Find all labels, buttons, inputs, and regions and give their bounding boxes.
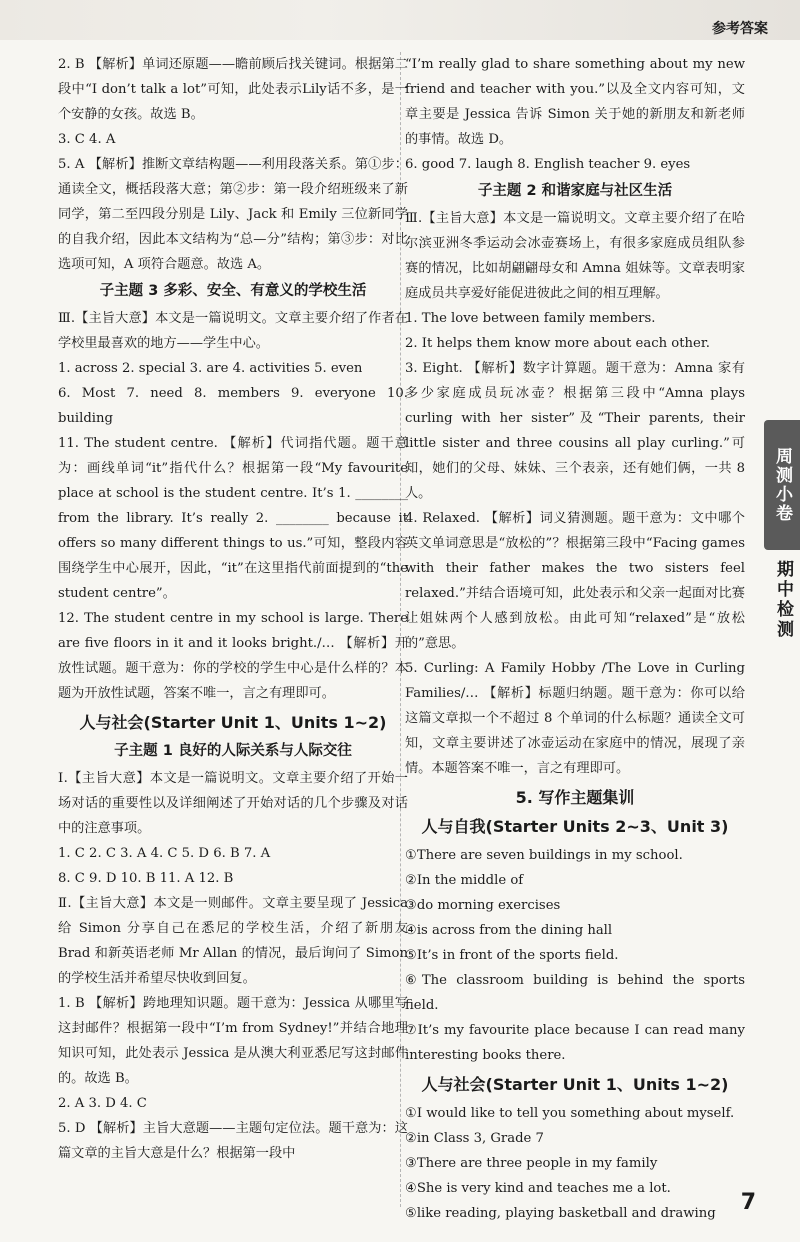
- side-tab[interactable]: 周测小卷: [764, 420, 800, 550]
- page-number: 7: [740, 1190, 756, 1215]
- answer-paragraph: Ⅱ.【主旨大意】本文是一则邮件。文章主要呈现了 Jessica 给 Simon 分享自己在悉尼的学校生活，介绍了新朋友 Brad 和新英语老师 Mr Allan 的情况，最后询问了 Simon 的学校生活并希望尽快收到回复。: [58, 896, 408, 986]
- answer-paragraph: 2. It helps them know more about each other.: [405, 336, 710, 351]
- answer-paragraph: 12. The student centre in my school is large. There are five floors in it and it looks bright./… 【解析】开放性试题。题干意为：你的学校的学生中心是什么样的？本题为开放性试题，答案不唯一，言之有理即可。: [58, 611, 408, 701]
- answer-paragraph: 4. Relaxed. 【解析】词义猜测题。题干意为：文中哪个英文单词意思是“放松的”？根据第三段中“Facing games with their father makes the two sisters feel relaxed.”并结合语境可知，此处表示和父亲一起面对比赛让姐妹两个人感到放松。由此可知“relaxed”是“放松的”意思。: [405, 511, 745, 651]
- answer-paragraph: 11. The student centre. 【解析】代词指代题。题干意为：画线单词“it”指代什么？根据第一段“My favourite place at school is the student centre. It’s 1. ________ from the library. It’s really 2. ________ because it offers so many different things to us.”可知，整段内容围绕学生中心展开，因此，“it”在这里指代前面提到的“the student centre”。: [58, 436, 408, 601]
- right-column: [405, 52, 745, 1226]
- answer-paragraph: ④is across from the dining hall: [405, 923, 613, 938]
- top-shadow-bar: [0, 0, 800, 40]
- answer-paragraph: Ⅲ.【主旨大意】本文是一篇说明文。文章主要介绍了在哈尔滨亚洲冬季运动会冰壶赛场上，有很多家庭成员组队参赛的情况，比如胡翩翩母女和 Amna 姐妹等。文章表明家庭成员共享爱好能促进彼此之间的相互理解。: [405, 211, 745, 301]
- section-heading: 子主题 2 和谐家庭与社区生活: [477, 183, 673, 199]
- answer-paragraph: ④She is very kind and teaches me a lot.: [405, 1181, 671, 1196]
- answer-paragraph: 1. across 2. special 3. are 4. activities 5. even: [58, 361, 363, 376]
- answer-paragraph: 5. Curling: A Family Hobby /The Love in Curling Families/… 【解析】标题归纳题。题干意为：你可以给这篇文章拟一个不超过 8 个单词的什么标题？通读全文可知，文章主要讲述了冰壶运动在家庭中的情况，展现了亲情。本题答案不唯一，言之有理即可。: [405, 661, 745, 776]
- answer-paragraph: 5. A 【解析】推断文章结构题——利用段落关系。第①步：通读全文，概括段落大意；第②步：第一段介绍班级来了新同学，第二至四段分别是 Lily、Jack 和 Emily 三位新同学的自我介绍，因此本文结构为“总—分”结构；第③步：对比选项可知，A 项符合题意。故选 A。: [58, 157, 408, 272]
- answer-paragraph: ③There are three people in my family: [405, 1156, 658, 1171]
- section-heading: 子主题 3 多彩、安全、有意义的学校生活: [99, 283, 367, 299]
- answer-paragraph: ①I would like to tell you something about myself.: [405, 1106, 735, 1121]
- header-tag: 参考答案: [712, 21, 768, 37]
- side-label: 期中检测: [773, 560, 793, 640]
- answer-paragraph: 6. good 7. laugh 8. English teacher 9. eyes: [405, 157, 691, 172]
- answer-paragraph: ②In the middle of: [405, 873, 524, 888]
- left-column: [58, 52, 408, 1166]
- section-heading: 人与社会(Starter Unit 1、Units 1~2): [421, 1075, 729, 1094]
- answer-paragraph: 1. B 【解析】跨地理知识题。题干意为：Jessica 从哪里写这封邮件？根据第一段中“I’m from Sydney!”并结合地理知识可知，此处表示 Jessica 是从澳大利亚悉尼写这封邮件的。故选 B。: [58, 996, 408, 1086]
- section-heading: 子主题 1 良好的人际关系与人际交往: [114, 743, 352, 759]
- section-heading: 5. 写作主题集训: [515, 788, 635, 807]
- answer-paragraph: 5. D 【解析】主旨大意题——主题句定位法。题干意为：这篇文章的主旨大意是什么？根据第一段中: [58, 1121, 408, 1161]
- answer-paragraph: 8. C 9. D 10. B 11. A 12. B: [58, 871, 234, 886]
- section-heading: 人与社会(Starter Unit 1、Units 1~2): [79, 713, 387, 732]
- answer-paragraph: ②in Class 3, Grade 7: [405, 1131, 544, 1146]
- answer-paragraph: ⑤It’s in front of the sports field.: [405, 948, 619, 963]
- answer-paragraph: ③do morning exercises: [405, 898, 561, 913]
- answer-paragraph: 3. Eight. 【解析】数字计算题。题干意为：Amna 家有多少家庭成员玩冰壶？根据第三段中“Amna plays curling with her sister”及“Their parents, their little sister and three cousins all play curling.”可知，她们的父母、妹妹、三个表亲，还有她们俩，一共 8 人。: [405, 361, 745, 501]
- answer-paragraph: Ⅰ.【主旨大意】本文是一篇说明文。文章主要介绍了开始一场对话的重要性以及详细阐述了开始对话的几个步骤及对话中的注意事项。: [58, 771, 408, 836]
- answer-paragraph: 1. C 2. C 3. A 4. C 5. D 6. B 7. A: [58, 846, 271, 861]
- answer-paragraph: 2. A 3. D 4. C: [58, 1096, 147, 1111]
- answer-paragraph: ⑤like reading, playing basketball and drawing: [405, 1206, 716, 1221]
- answer-paragraph: ⑥The classroom building is behind the sports field.: [405, 973, 745, 1013]
- answer-paragraph: ⑦It’s my favourite place because I can read many interesting books there.: [405, 1023, 745, 1063]
- section-heading: 人与自我(Starter Units 2~3、Unit 3): [421, 817, 729, 836]
- answer-paragraph: Ⅲ.【主旨大意】本文是一篇说明文。文章主要介绍了作者在学校里最喜欢的地方——学生中心。: [58, 311, 408, 351]
- answer-paragraph: 1. The love between family members.: [405, 311, 656, 326]
- answer-paragraph: 2. B 【解析】单词还原题——瞻前顾后找关键词。根据第二段中“I don’t talk a lot”可知，此处表示Lily话不多，是一个安静的女孩。故选 B。: [58, 57, 408, 122]
- answer-paragraph: “I’m really glad to share something about my new friend and teacher with you.”以及全文内容可知，文章主要是 Jessica 告诉 Simon 关于她的新朋友和新老师的事情。故选 D。: [405, 57, 745, 147]
- answer-paragraph: 3. C 4. A: [58, 132, 116, 147]
- answer-paragraph: ①There are seven buildings in my school.: [405, 848, 683, 863]
- answer-paragraph: 6. Most 7. need 8. members 9. everyone 10. building: [58, 386, 408, 426]
